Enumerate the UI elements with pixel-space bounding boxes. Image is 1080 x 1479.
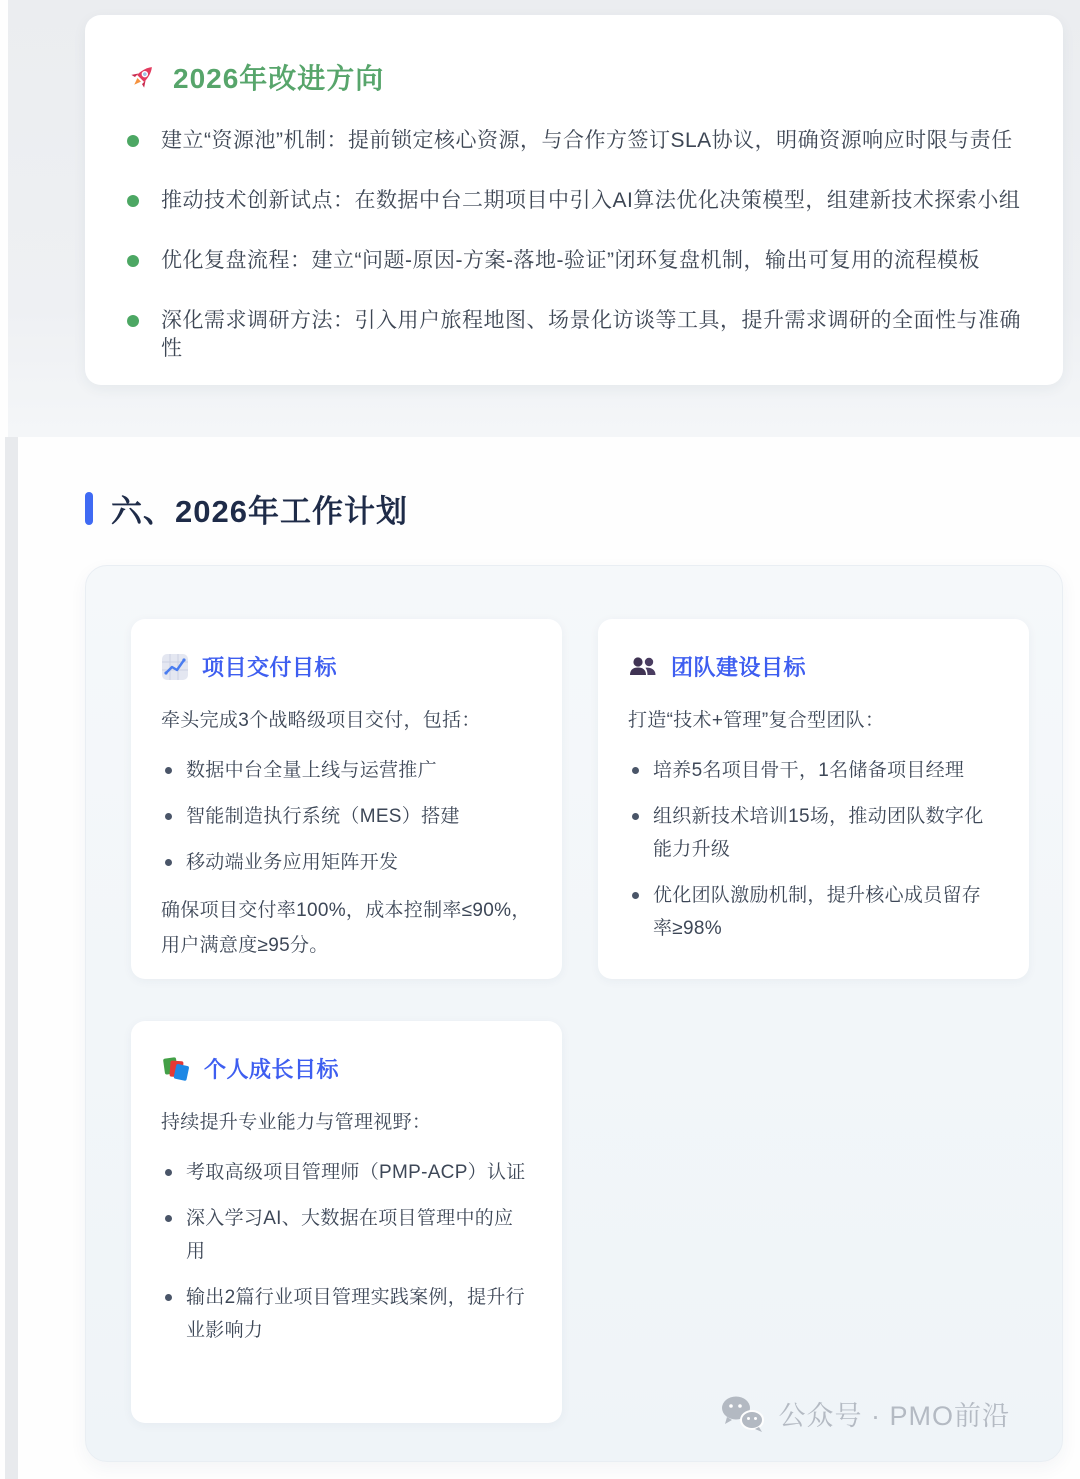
improvement-bullet-text: 建立“资源池”机制：提前锁定核心资源，与合作方签订SLA协议，明确资源响应时限与责任 [161,129,1013,152]
section-heading-text: 六、2026年工作计划 [111,494,408,529]
goal-footer-text: 确保项目交付率100%，成本控制率≤90%，用户满意度≥95分。 [161,900,531,956]
improvement-bullet [125,187,1023,215]
personal-growth-goal-card [131,1021,562,1423]
section-heading [85,486,408,531]
bullet-dot-icon [165,859,172,866]
books-icon [161,1055,191,1083]
left-edge-strip [5,437,18,1479]
bullet-dot-icon [632,892,639,899]
goal-intro: 牵头完成3个战略级项目交付，包括： [161,710,481,731]
goal-bullet-text: 优化团队激励机制，提升核心成员留存率≥98% [653,885,982,939]
goal-bullet-text: 考取高级项目管理师（PMP-ACP）认证 [186,1162,526,1183]
goal-intro: 持续提升专业能力与管理视野： [161,1112,432,1133]
goal-bullet-text: 智能制造执行系统（MES）搭建 [186,806,460,827]
bullet-dot-icon [127,195,139,207]
goal-bullet-text: 培养5名项目骨干，1名储备项目经理 [653,760,965,781]
section-accent-bar [85,492,93,525]
goal-card-header [161,1053,532,1084]
improvement-card-title: 2026年改进方向 [173,63,385,94]
goal-card-title: 团队建设目标 [671,655,807,680]
goal-card-header [628,651,999,682]
watermark-text: 公众号 · PMO前沿 [778,1401,1010,1431]
work-plan-panel [85,565,1063,1462]
goal-card-header [161,651,532,682]
goal-bullet [161,754,532,787]
bullet-dot-icon [127,315,139,327]
goal-bullet [161,1156,532,1189]
bullet-dot-icon [632,767,639,774]
goal-bullet [628,754,999,787]
bullet-dot-icon [165,813,172,820]
improvement-bullet-text: 深化需求调研方法：引入用户旅程地图、场景化访谈等工具，提升需求调研的全面性与准确性 [161,309,1021,360]
project-delivery-goal-card [131,619,562,979]
goal-bullet-text: 输出2篇行业项目管理实践案例，提升行业影响力 [186,1287,525,1341]
bullet-dot-icon [165,1169,172,1176]
goal-bullet-text: 移动端业务应用矩阵开发 [186,852,399,873]
wechat-icon [719,1395,767,1433]
bullet-dot-icon [127,255,139,267]
goal-bullet [628,879,999,945]
goal-bullet [161,800,532,833]
goal-card-title: 项目交付目标 [202,655,338,680]
bullet-dot-icon [127,135,139,147]
rocket-icon [125,60,159,94]
improvement-bullet [125,127,1023,155]
bullet-dot-icon [165,1215,172,1222]
goal-bullet [161,1281,532,1347]
goal-bullet-text: 组织新技术培训15场，推动团队数字化能力升级 [653,806,984,860]
bullet-dot-icon [165,767,172,774]
goal-bullet [628,800,999,866]
goal-bullet [161,1202,532,1268]
team-people-icon [628,654,658,680]
bullet-dot-icon [632,813,639,820]
improvement-bullet-text: 推动技术创新试点：在数据中台二期项目中引入AI算法优化决策模型，组建新技术探索小组 [161,189,1021,212]
goal-card-title: 个人成长目标 [204,1057,340,1082]
goal-bullet [161,846,532,879]
goal-bullet-text: 数据中台全量上线与运营推广 [186,760,437,781]
improvement-bullet [125,307,1023,363]
improvement-card-header [125,57,1023,97]
improvement-directions-card [85,15,1063,385]
watermark [719,1394,1011,1433]
improvement-bullet [125,247,1023,275]
goal-bullet-text: 深入学习AI、大数据在项目管理中的应用 [186,1208,514,1262]
goal-intro: 打造“技术+管理”复合型团队： [628,710,885,731]
bullet-dot-icon [165,1294,172,1301]
team-building-goal-card [598,619,1029,979]
chart-up-icon [161,653,189,681]
improvement-bullet-text: 优化复盘流程：建立“问题-原因-方案-落地-验证”闭环复盘机制，输出可复用的流程模板 [161,249,980,272]
